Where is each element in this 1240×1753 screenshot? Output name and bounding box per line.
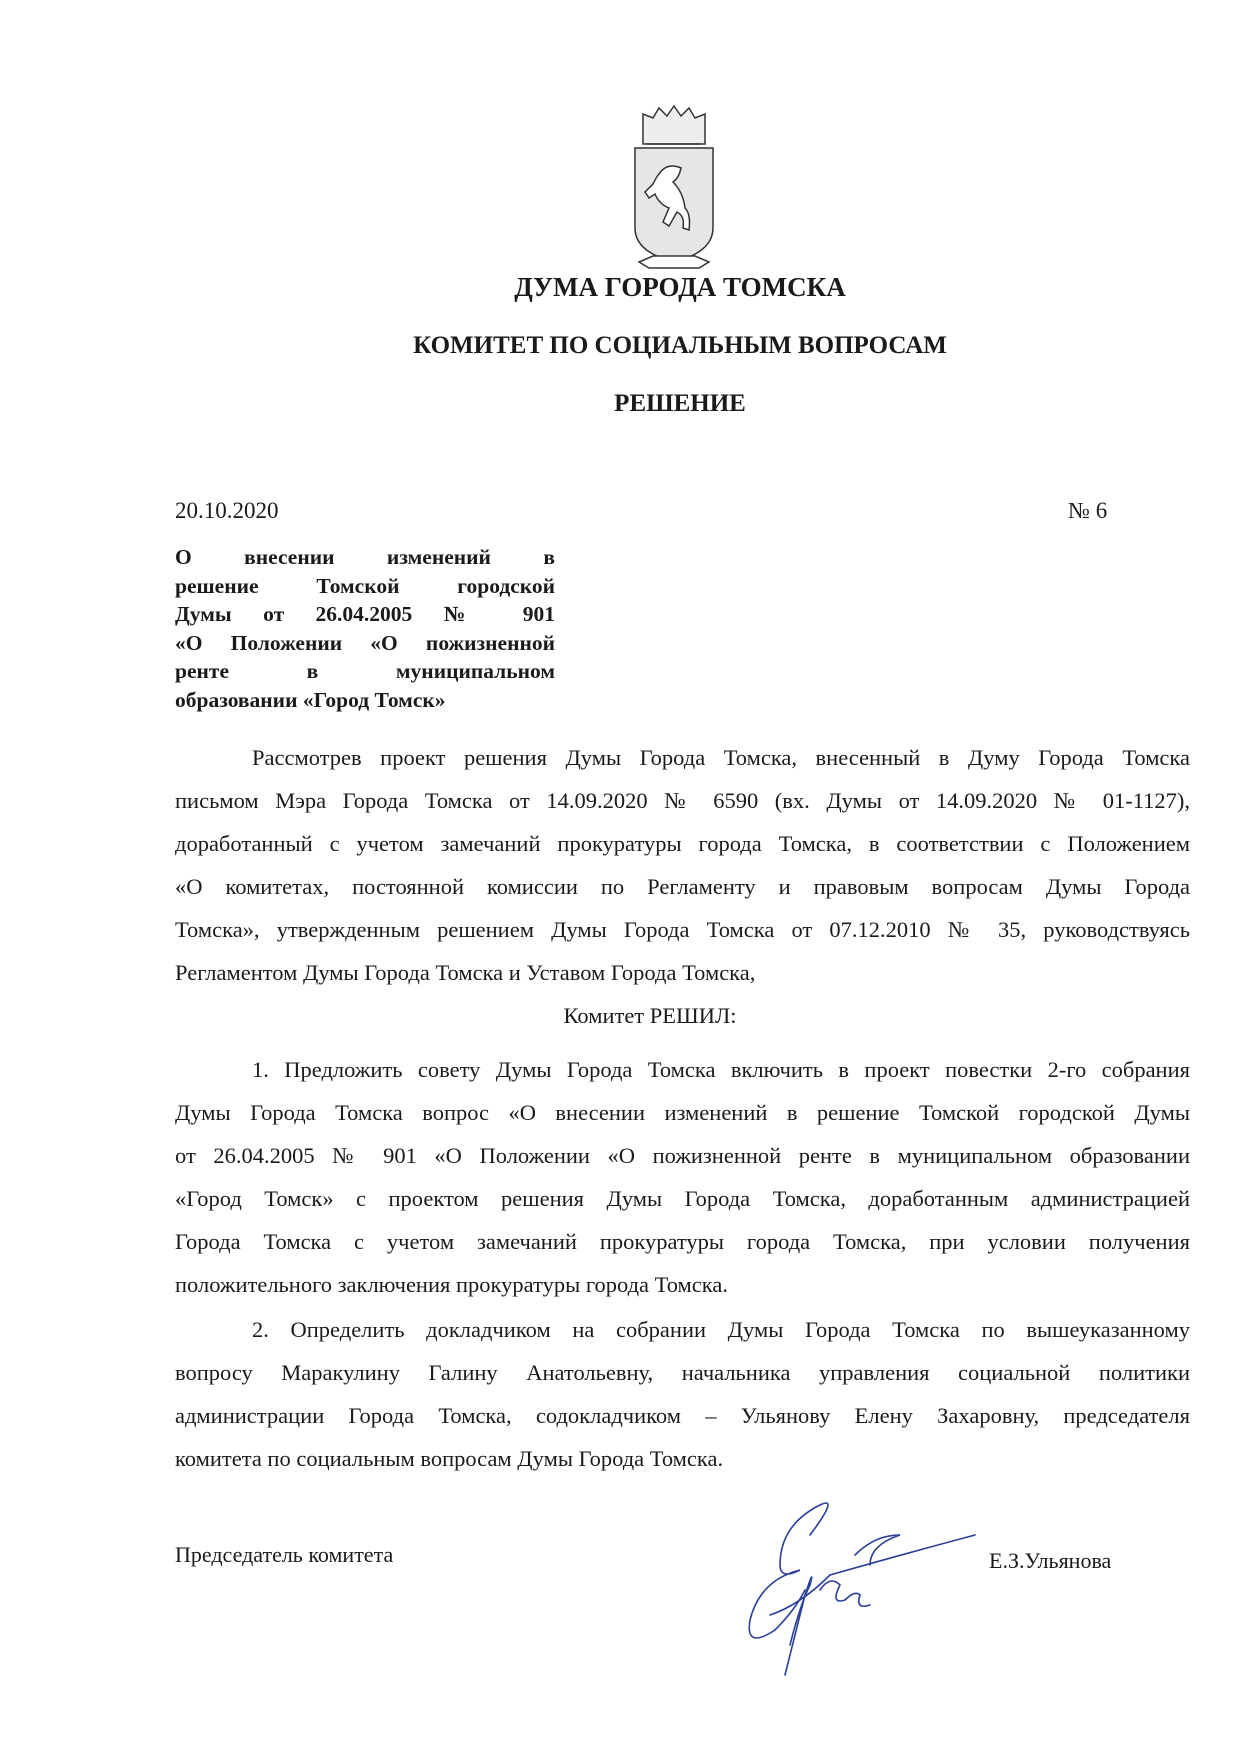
text-line: «О комитетах, постоянной комиссии по Регламенту и правовым вопросам Думы Города [175, 874, 1190, 899]
subject-line: О внесении изменений в [175, 545, 555, 569]
document-type: РЕШЕНИЕ [614, 390, 746, 417]
text-line: Города Томска с учетом замечаний прокуратуры города Томска, при условии получения [175, 1229, 1190, 1254]
preamble-paragraph [175, 736, 1190, 994]
decision-subject [175, 543, 555, 714]
text-line: письмом Мэра Города Томска от 14.09.2020 № 6590 (вх. Думы от 14.09.2020 № 01-1127), [175, 788, 1190, 813]
text-line: 2. Определить докладчиком на собрании Думы Города Томска по вышеуказанному [252, 1317, 1190, 1342]
org-title: ДУМА ГОРОДА ТОМСКА [514, 272, 846, 302]
text-line: Думы Города Томска вопрос «О внесении изменений в решение Томской городской Думы [175, 1100, 1190, 1125]
text-line: вопросу Маракулину Галину Анатольевну, начальника управления социальной политики [175, 1360, 1190, 1385]
committee-title: КОМИТЕТ ПО СОЦИАЛЬНЫМ ВОПРОСАМ [413, 332, 947, 359]
subject-line: Думы от 26.04.2005 № 901 [175, 602, 555, 626]
text-line: 1. Предложить совету Думы Города Томска включить в проект повестки 2-го собрания [252, 1057, 1190, 1082]
text-line: Рассмотрев проект решения Думы Города Томска, внесенный в Думу Города Томска [252, 745, 1190, 770]
subject-line: образовании «Город Томск» [175, 687, 446, 712]
signatory-name: Е.З.Ульянова [989, 1548, 1112, 1573]
decision-date: 20.10.2020 [175, 498, 279, 523]
text-line: доработанный с учетом замечаний прокуратуры города Томска, в соответствии с Положением [175, 831, 1190, 856]
text-line: Томска», утвержденным решением Думы Города Томска от 07.12.2010 № 35, руководствуясь [175, 917, 1190, 942]
text-line: положительного заключения прокуратуры города Томска. [175, 1272, 728, 1297]
subject-line: решение Томской городской [175, 573, 555, 598]
resolved-heading: Комитет РЕШИЛ: [563, 1003, 737, 1028]
text-line: от 26.04.2005 № 901 «О Положении «О пожизненной ренте в муниципальном образовании [175, 1143, 1190, 1168]
item-2-paragraph [175, 1308, 1190, 1480]
subject-line: ренте в муниципальном [175, 659, 555, 683]
text-line: комитета по социальным вопросам Думы Города Томска. [175, 1446, 724, 1471]
decision-number: № 6 [1068, 498, 1108, 523]
text-line: администрации Города Томска, содокладчиком – Ульянову Елену Захаровну, председателя [175, 1403, 1190, 1428]
coat-of-arms-emblem [629, 104, 719, 276]
text-line: Регламентом Думы Города Томска и Уставом Города Томска, [175, 960, 756, 985]
subject-line: «О Положении «О пожизненной [175, 630, 555, 655]
text-line: «Город Томск» с проектом решения Думы Города Томска, доработанным администрацией [175, 1186, 1190, 1211]
signatory-position: Председатель комитета [175, 1542, 394, 1567]
handwritten-signature [730, 1495, 980, 1685]
item-1-paragraph [175, 1048, 1190, 1306]
